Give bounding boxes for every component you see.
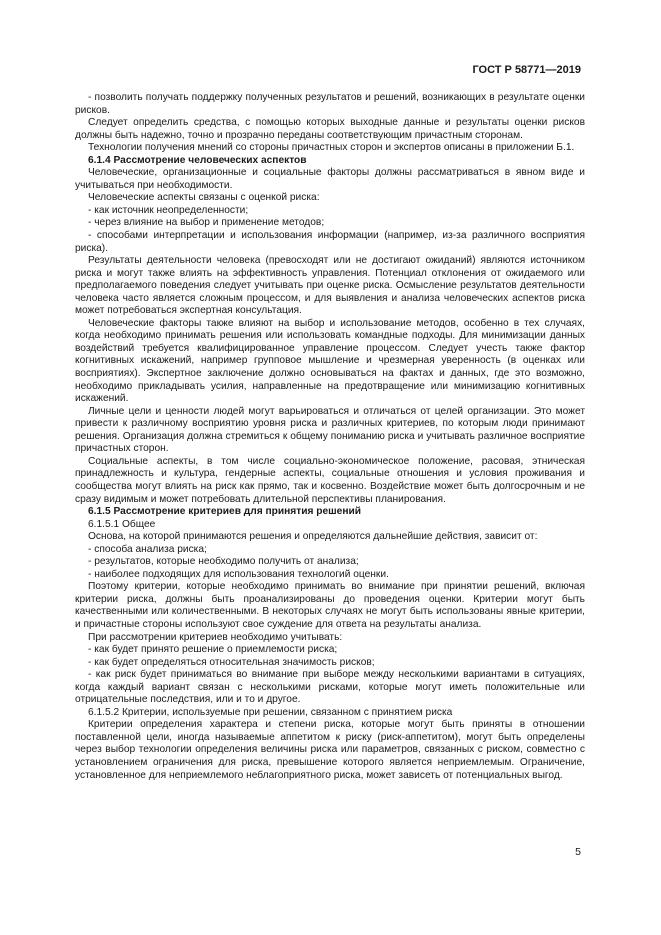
list-item: - наиболее подходящих для использования технологий оценки. (88, 568, 389, 580)
subsection-heading-6-1-5-2: 6.1.5.2 Критерии, используемые при решении, связанном с принятием риска (88, 706, 453, 718)
subsection-heading-6-1-5-1: 6.1.5.1 Общее (88, 518, 156, 530)
list-item: - способами интерпретации и использования информации (например, из-за различного восприятия риска). (75, 230, 585, 254)
paragraph: Поэтому критерии, которые необходимо принимать во внимание при принятии решений, включая критерии риска, должны быть проанализированы до проведения оценки. Критерии могут быть качественными или количественными. В некоторых случаях не могут быть использованы явные критерии, и причастные стороны используют свое суждение для ответа на результаты анализа. (75, 581, 585, 630)
paragraph: Критерии определения характера и степени риска, которые могут быть приняты в отношении поставленной цели, иногда называемые аппетитом к риску (риск-аппетитом), могут быть определены через выбор технологии определения величины риска или параметров, связанных с риском, совместно с установлением ограничения для риска, превышение которого является неприемлемым. Ограничение, установленное для неприемлемого неблагоприятного риска, может зависеть от потенциальных выгод. (75, 719, 585, 781)
list-item: - как будет принято решение о приемлемости риска; (88, 644, 338, 656)
list-item: - через влияние на выбор и применение методов; (88, 217, 325, 229)
list-item: - как источник неопределенности; (88, 204, 249, 216)
list-item: - как риск будет приниматься во внимание при выборе между несколькими вариантами в ситуациях, когда каждый вариант связан с несколькими рисками, которые могут иметь положительные или отрицательные последствия, или и то и другое. (75, 669, 585, 706)
paragraph: Следует определить средства, с помощью которых выходные данные и результаты оценки рисков должны быть надежно, точно и прозрачно переданы соответствующим причастным сторонам. (75, 117, 585, 141)
paragraph: Основа, на которой принимаются решения и определяются дальнейшие действия, зависит от: (88, 531, 538, 543)
paragraph: Социальные аспекты, в том числе социально-экономическое положение, расовая, этническая принадлежность и культура, гендерные аспекты, социальные отношения и условия проживания и сообщества могут влиять на риск как прямо, так и косвенно. Воздействие может быть долгосрочным и не сразу видимым и может потребовать длительной перспективы планирования. (75, 455, 585, 505)
paragraph: Человеческие аспекты связаны с оценкой риска: (88, 192, 320, 204)
list-item: - способа анализа риска; (88, 543, 207, 555)
paragraph: Результаты деятельности человека (превосходят или не достигают ожиданий) являются источником риска и могут также влиять на эффективность управления. Потенциал отклонения от ожидаемого или предполагаемого поведения следует учитывать при оценке риска. Осмысление результатов деятельности человека часто является сложным процессом, и для выявления и анализа человеческих аспектов риска может потребоваться экспертная консультация. (75, 255, 585, 317)
page-number: 5 (575, 846, 581, 858)
list-item: - как будет определяться относительная значимость рисков; (88, 656, 375, 668)
section-heading-6-1-4: 6.1.4 Рассмотрение человеческих аспектов (88, 154, 307, 166)
paragraph: - позволить получать поддержку полученных результатов и решений, возникающих в результате оценки рисков. (75, 92, 585, 116)
document-header: ГОСТ Р 58771—2019 (472, 64, 581, 76)
paragraph: Личные цели и ценности людей могут варьироваться и отличаться от целей организации. Это может привести к различному восприятию уровня риска и различных критериев, по которым люди принимают решения. Организация должна стремиться к общему пониманию риска и учитывать различное восприятие причастных сторон. (75, 405, 585, 455)
paragraph: Человеческие, организационные и социальные факторы должны рассматриваться в явном виде и учитываться при необходимости. (75, 167, 585, 191)
list-item: - результатов, которые необходимо получить от анализа; (88, 556, 359, 568)
section-heading-6-1-5: 6.1.5 Рассмотрение критериев для принятия решений (88, 506, 361, 518)
paragraph: При рассмотрении критериев необходимо учитывать: (88, 631, 343, 643)
document-body (75, 92, 585, 782)
paragraph: Человеческие факторы также влияют на выбор и использование методов, особенно в тех случаях, когда необходимо принимать решения или использовать командные подходы. Для минимизации данных воздействий требуется квалифицированное управление процессом. Следует учесть также фактор когнитивных искажений, например групповое мышление и чрезмерная уверенность (в оценках или восприятиях). Экспертное заключение должно основываться на фактах и данных, где это возможно, необходимо прикладывать усилия, направленные на предотвращение или минимизацию когнитивных искажений. (75, 317, 585, 405)
paragraph: Технологии получения мнений со стороны причастных сторон и экспертов описаны в приложении Б.1. (88, 142, 575, 154)
